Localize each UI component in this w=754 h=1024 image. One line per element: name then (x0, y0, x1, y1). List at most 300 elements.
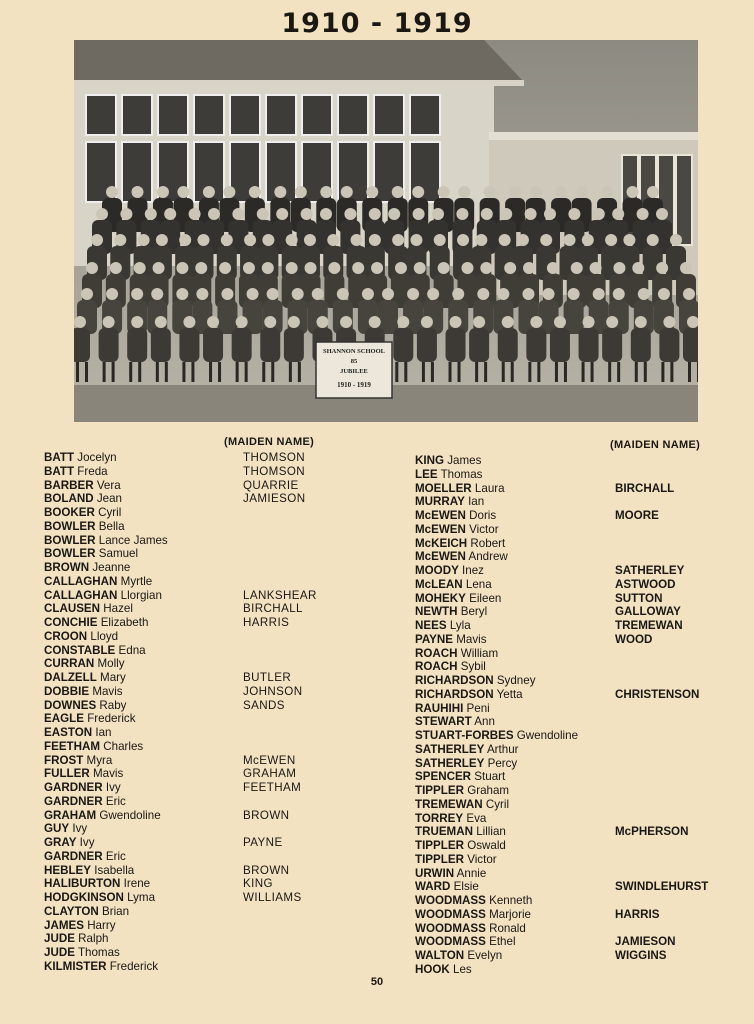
surname: CONSTABLE (44, 643, 116, 657)
name-entry (44, 451, 168, 465)
person-head (362, 288, 374, 300)
person-head (328, 262, 340, 274)
person-head (243, 262, 255, 274)
given-name: Kenneth (489, 894, 533, 907)
person-head (156, 234, 168, 246)
maiden-name (243, 575, 317, 589)
maiden-name (243, 905, 317, 919)
given-name: Frederick (109, 959, 159, 973)
given-name: Percy (487, 756, 518, 770)
surname: CURRAN (44, 657, 95, 671)
surname: TIPPLER (415, 852, 464, 866)
name-entry (415, 660, 578, 674)
given-name: James (447, 454, 482, 467)
given-name: Myrtle (120, 574, 153, 588)
name-entry (415, 908, 578, 922)
person-head (590, 262, 602, 274)
person-head (388, 208, 400, 220)
person-head (461, 262, 473, 274)
person-head (382, 288, 394, 300)
person-head (179, 234, 191, 246)
person-head (371, 262, 383, 274)
person-head (576, 186, 588, 198)
given-name: Eileen (469, 591, 502, 605)
sign-line-1: SHANNON SCHOOL (323, 348, 385, 355)
person-head (475, 234, 487, 246)
person-head (286, 234, 298, 246)
maiden-name (615, 537, 708, 551)
person-head (262, 262, 274, 274)
surname: JAMES (44, 918, 84, 932)
person-head (555, 186, 567, 198)
given-name: Jocelyn (77, 451, 117, 464)
given-name: Mavis (92, 767, 124, 781)
name-entry (415, 963, 578, 977)
surname: KILMISTER (44, 959, 107, 973)
person-head (637, 208, 649, 220)
person-head (189, 208, 201, 220)
name-entry (415, 784, 578, 798)
name-entry (415, 825, 578, 839)
person-head (106, 288, 118, 300)
maiden-name: HARRIS (615, 907, 660, 921)
surname: BOLAND (44, 492, 94, 506)
person-head (288, 316, 300, 328)
maiden-name (243, 946, 317, 960)
given-name: Edna (118, 643, 146, 657)
name-entry (415, 592, 578, 606)
name-entry (415, 619, 578, 633)
person-figure (602, 328, 622, 362)
maiden-name: BIRCHALL (243, 602, 303, 616)
person-head (151, 288, 163, 300)
given-name: Ian (95, 726, 112, 739)
given-name: Oswald (467, 839, 506, 852)
person-figure (526, 328, 546, 362)
name-entry (415, 839, 578, 853)
maiden-name: JOHNSON (243, 684, 303, 698)
name-entry (44, 657, 168, 671)
person-head (274, 186, 286, 198)
surname: BARBER (44, 478, 94, 492)
surname: FROST (44, 753, 84, 767)
person-head (452, 288, 464, 300)
name-entry (415, 715, 578, 729)
surname: HODGKINSON (44, 891, 124, 904)
surname: PAYNE (415, 632, 454, 646)
name-entry (44, 506, 168, 520)
page-number: 50 (370, 976, 384, 988)
surname: GARDNER (44, 794, 103, 808)
person-figure (203, 328, 223, 362)
name-entry (44, 630, 168, 644)
name-entry (415, 454, 578, 468)
name-entry (415, 812, 578, 826)
surname: NEWTH (415, 605, 458, 619)
person-head (292, 288, 304, 300)
given-name: Annie (456, 866, 487, 880)
maiden-name: CHRISTENSON (615, 687, 700, 701)
person-head (502, 316, 514, 328)
maiden-name-header-left: (MAIDEN NAME) (224, 436, 315, 448)
person-head (500, 208, 512, 220)
person-head (434, 234, 446, 246)
person-head (663, 316, 675, 328)
person-head (544, 208, 556, 220)
name-entry (44, 479, 168, 493)
maiden-name (615, 495, 708, 509)
person-figure (232, 328, 252, 362)
surname: DOBBIE (44, 684, 90, 698)
person-head (286, 262, 298, 274)
surname: TRUEMAN (415, 825, 473, 839)
surname: ROACH (415, 646, 458, 660)
maiden-name (615, 853, 708, 867)
person-head (635, 316, 647, 328)
maiden-name: WILLIAMS (243, 891, 302, 904)
person-head (530, 186, 542, 198)
person-head (369, 316, 381, 328)
maiden-name (243, 520, 317, 534)
given-name: Elsie (453, 880, 479, 894)
person-head (613, 288, 625, 300)
given-name: Mary (100, 671, 126, 684)
surname: GARDNER (44, 849, 103, 863)
person-head (605, 234, 617, 246)
name-entry (415, 468, 578, 482)
given-name: Cyril (485, 797, 510, 811)
surname: TORREY (415, 811, 464, 825)
person-head (392, 186, 404, 198)
surname: McEWEN (415, 509, 466, 522)
given-name: Victor (467, 852, 497, 866)
maiden-name: THOMSON (243, 451, 306, 464)
maiden-name: McEWEN (243, 753, 296, 767)
name-entry (44, 960, 168, 974)
maiden-name (243, 561, 317, 575)
person-figure (284, 328, 304, 362)
surname: BOWLER (44, 519, 96, 533)
surname: RICHARDSON (415, 674, 494, 687)
person-figure (498, 328, 518, 362)
given-name: Graham (467, 784, 510, 797)
surname: HOOK (415, 962, 450, 976)
name-entry (44, 905, 168, 919)
person-figure (659, 328, 679, 362)
person-head (366, 186, 378, 198)
given-name: Molly (97, 657, 125, 671)
person-head (680, 262, 692, 274)
surname: WOODMASS (415, 907, 486, 921)
maiden-name (615, 660, 708, 674)
person-head (658, 288, 670, 300)
surname: JUDE (44, 946, 75, 959)
person-head (568, 288, 580, 300)
person-head (223, 186, 235, 198)
given-name: Ethel (489, 935, 516, 949)
name-entry (44, 891, 168, 905)
sign-line-4: 1910 - 1919 (337, 381, 371, 389)
person-head (351, 234, 363, 246)
person-head (638, 288, 650, 300)
person-head (656, 262, 668, 274)
person-figure (446, 328, 466, 362)
maiden-name: GALLOWAY (615, 605, 681, 619)
name-entry (415, 867, 578, 881)
surname: GUY (44, 822, 70, 836)
surname: CLAYTON (44, 904, 99, 918)
given-name: Isabella (94, 863, 135, 877)
maiden-name: TREMEWAN (615, 619, 683, 632)
given-name: Gwendoline (99, 808, 161, 822)
person-head (656, 208, 668, 220)
person-figure (127, 328, 147, 362)
surname: CALLAGHAN (44, 574, 118, 588)
given-name: Thomas (440, 467, 483, 481)
given-name: Ralph (78, 932, 109, 946)
person-head (221, 234, 233, 246)
person-head (601, 186, 613, 198)
surname: FULLER (44, 767, 90, 781)
given-name: Peni (466, 701, 490, 715)
maiden-name (615, 647, 708, 661)
surname: ROACH (415, 660, 458, 674)
surname: KING (415, 454, 444, 467)
surname: EASTON (44, 726, 93, 739)
window-pane (230, 95, 260, 135)
person-figure (74, 328, 90, 362)
given-name: Ivy (79, 836, 95, 849)
person-head (208, 208, 220, 220)
name-entry (415, 509, 578, 523)
person-head (153, 262, 165, 274)
given-name: Lena (465, 577, 492, 591)
name-entry (415, 770, 578, 784)
person-head (612, 208, 624, 220)
maiden-name: WOOD (615, 632, 653, 646)
sign-line-2: 85 (350, 358, 358, 365)
given-name: Robert (470, 536, 506, 550)
person-head (647, 234, 659, 246)
person-head (509, 186, 521, 198)
name-entry (415, 578, 578, 592)
surname: GARDNER (44, 781, 103, 794)
person-head (138, 234, 150, 246)
given-name: Brian (102, 904, 130, 918)
person-head (457, 234, 469, 246)
surname: DALZELL (44, 671, 97, 684)
person-head (517, 234, 529, 246)
surname: McEWEN (415, 550, 466, 564)
surname: WARD (415, 880, 451, 894)
surname: WOODMASS (415, 921, 486, 935)
person-head (134, 262, 146, 274)
maiden-name (243, 506, 317, 520)
surname: GRAHAM (44, 808, 97, 822)
person-head (582, 234, 594, 246)
given-name: Jeanne (92, 561, 131, 574)
person-head (183, 316, 195, 328)
given-name: Llorgian (120, 588, 162, 602)
given-name: Doris (469, 509, 497, 522)
person-head (438, 186, 450, 198)
person-head (613, 262, 625, 274)
name-entry (44, 712, 168, 726)
person-figure (217, 300, 237, 334)
maiden-name (243, 547, 317, 561)
given-name: Ivy (105, 781, 121, 794)
group-photo-illustration (74, 40, 698, 422)
name-entry (415, 605, 578, 619)
person-head (414, 262, 426, 274)
given-name: Yetta (496, 687, 523, 701)
person-head (554, 316, 566, 328)
person-head (410, 234, 422, 246)
maiden-name (615, 839, 708, 853)
name-entry (44, 465, 168, 479)
person-head (304, 234, 316, 246)
person-head (320, 208, 332, 220)
given-name: Hazel (103, 602, 133, 616)
given-name: Sybil (460, 660, 486, 674)
surname: BOWLER (44, 533, 96, 547)
given-name: Laura (474, 481, 505, 495)
name-entry (44, 767, 168, 781)
person-head (247, 288, 259, 300)
person-head (344, 208, 356, 220)
surname: TIPPLER (415, 784, 464, 797)
maiden-name: ASTWOOD (615, 577, 676, 591)
surname: CONCHIE (44, 616, 98, 629)
person-head (522, 288, 534, 300)
given-name: Eva (466, 811, 487, 825)
maiden-name (243, 712, 317, 726)
window-pane (122, 95, 152, 135)
person-head (176, 262, 188, 274)
person-head (305, 262, 317, 274)
maiden-name (243, 932, 317, 946)
maiden-name (615, 922, 708, 936)
maiden-name: PAYNE (243, 836, 283, 849)
maiden-name: KING (243, 877, 273, 891)
person-head (131, 316, 143, 328)
surname: JUDE (44, 932, 75, 946)
given-name: Bella (98, 519, 125, 533)
person-head (120, 208, 132, 220)
maiden-name (615, 715, 708, 729)
surname: BATT (44, 464, 75, 478)
person-head (450, 316, 462, 328)
name-entry (44, 877, 168, 891)
window-pane (158, 95, 188, 135)
surname: BROWN (44, 561, 90, 574)
person-head (177, 186, 189, 198)
person-head (145, 208, 157, 220)
given-name: Eric (105, 849, 126, 863)
window-pane (266, 95, 296, 135)
given-name: Cyril (98, 506, 122, 519)
person-head (627, 186, 639, 198)
person-head (207, 316, 219, 328)
person-head (456, 208, 468, 220)
person-head (262, 234, 274, 246)
maiden-name (615, 729, 708, 743)
given-name: Frederick (87, 712, 136, 726)
surname: HEBLEY (44, 863, 92, 877)
name-entry (415, 674, 578, 688)
maiden-name (615, 454, 708, 468)
surname: McKEICH (415, 536, 468, 550)
surname: WOODMASS (415, 935, 486, 949)
name-entry (44, 699, 168, 713)
person-head (341, 186, 353, 198)
maiden-name (615, 963, 708, 977)
person-head (369, 234, 381, 246)
maiden-name: SWINDLEHURST (615, 880, 709, 894)
given-name: Jean (96, 492, 122, 506)
person-head (176, 288, 188, 300)
person-head (632, 262, 644, 274)
person-head (427, 288, 439, 300)
surname: RAUHIHI (415, 701, 464, 715)
name-entry (44, 685, 168, 699)
maiden-name (243, 534, 317, 548)
person-head (196, 288, 208, 300)
window-pane (338, 95, 368, 135)
person-head (114, 234, 126, 246)
given-name: Mavis (92, 684, 123, 698)
person-head (392, 234, 404, 246)
given-name: Lillian (476, 825, 506, 839)
name-entry (44, 919, 168, 933)
person-head (74, 316, 86, 328)
person-head (131, 186, 143, 198)
name-entry (415, 798, 578, 812)
name-entry (415, 922, 578, 936)
given-name: Irene (123, 877, 151, 891)
person-head (244, 234, 256, 246)
person-figure (683, 328, 698, 362)
person-head (232, 208, 244, 220)
person-head (103, 316, 115, 328)
maiden-name: JAMIESON (615, 935, 676, 949)
person-head (337, 288, 349, 300)
person-head (458, 186, 470, 198)
given-name: Lance James (98, 533, 168, 547)
person-head (571, 262, 583, 274)
person-head (81, 288, 93, 300)
name-entry (44, 781, 168, 795)
name-entry (415, 647, 578, 661)
person-head (369, 208, 381, 220)
person-head (131, 288, 143, 300)
surname: SATHERLEY (415, 742, 485, 756)
name-entry (44, 589, 168, 603)
given-name: Raby (99, 698, 127, 712)
person-head (155, 316, 167, 328)
person-head (267, 288, 279, 300)
maiden-name: JAMIESON (243, 492, 306, 506)
person-head (301, 208, 313, 220)
name-entry (44, 932, 168, 946)
surname: SATHERLEY (415, 756, 485, 770)
maiden-name (615, 743, 708, 757)
name-entry (44, 795, 168, 809)
name-entry (415, 757, 578, 771)
surname: CROON (44, 629, 88, 643)
person-head (320, 186, 332, 198)
person-head (473, 316, 485, 328)
